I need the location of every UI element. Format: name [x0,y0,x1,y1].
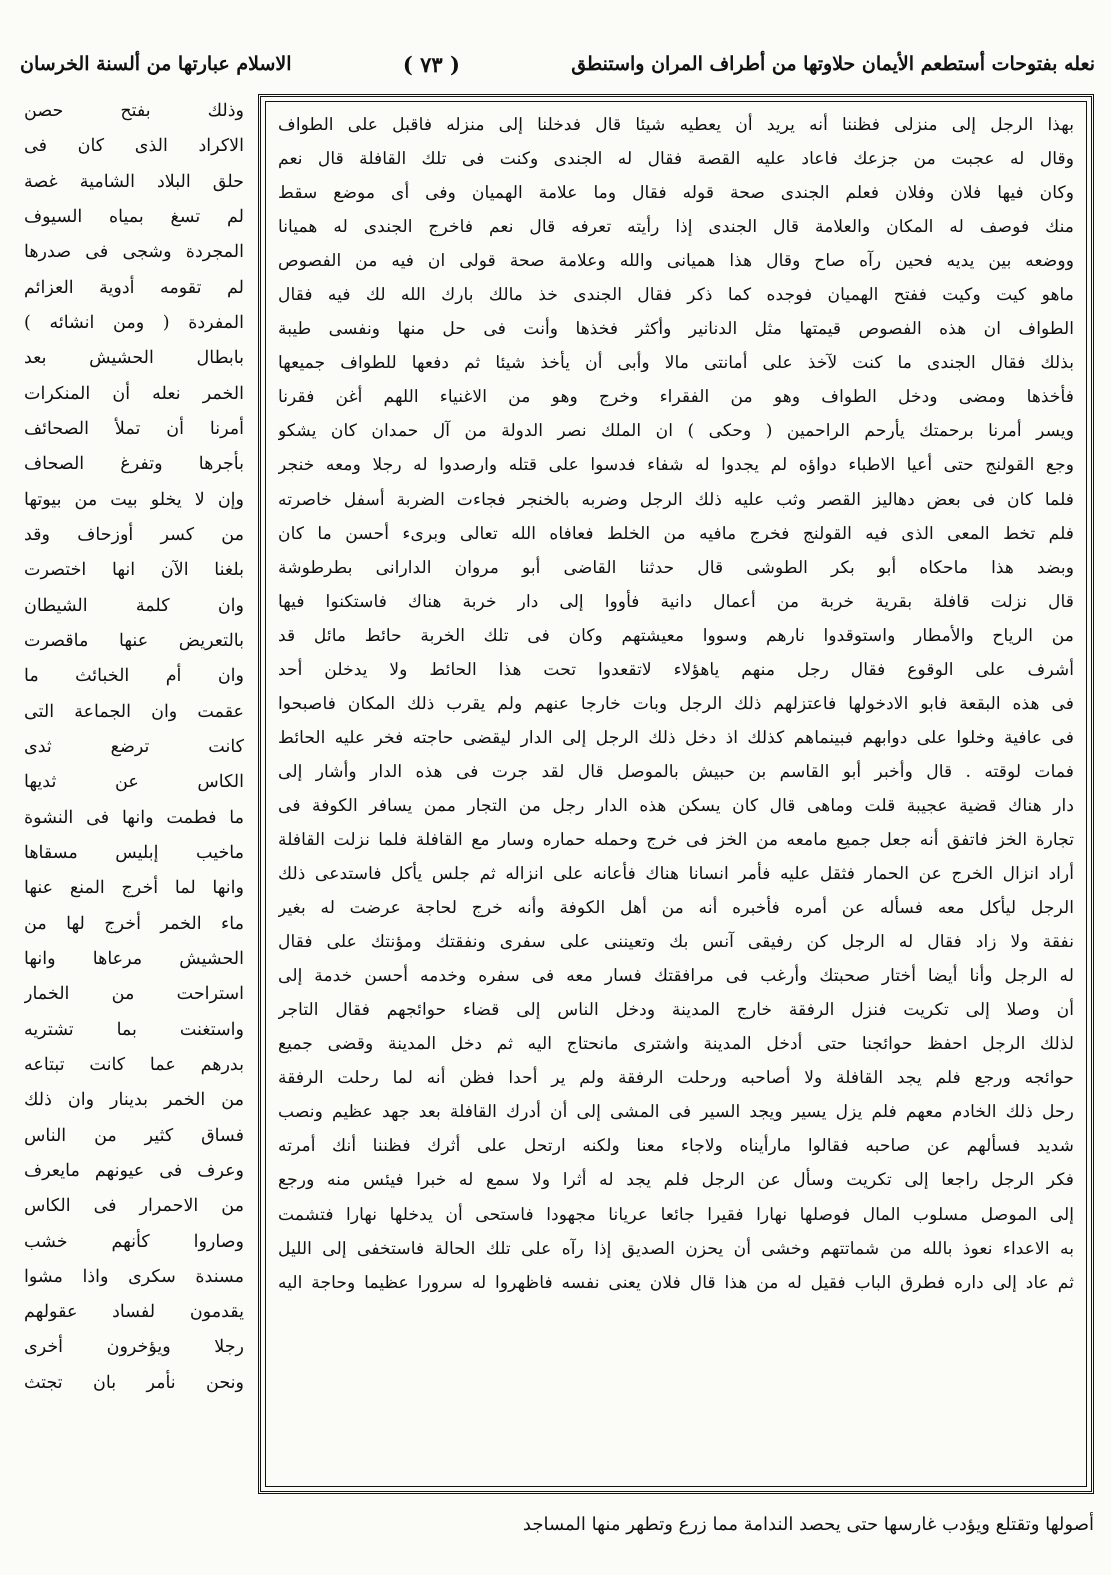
margin-text-line: وانها لما أخرج المنع عنها [24,878,244,899]
margin-text-line: واستغنت بما تشتريه [24,1019,244,1040]
margin-text-line: رجلا ويؤخرون أخرى [24,1337,244,1358]
margin-text-line: الحشيش مرعاها وانها [24,948,244,969]
margin-text-line: ماء الخمر أخرج لها من [24,913,244,934]
margin-text-line: كانت ترضع ثدى [24,736,244,757]
margin-text-line: بلغنا الآن انها اختصرت [24,560,244,581]
main-text-frame [258,94,1094,1494]
main-text-line: فأخذها ومضى ودخل الطواف وهو من الفقراء وخرج وهو من الاغنياء اللهم أغن فقرنا [278,387,1074,408]
margin-text-line: حلق البلاد الشامية غصة [24,171,244,192]
main-text-line: رحل ذلك الخادم معهم فلم يزل يسير ويجد السير فى المشى إلى أن أدرك القافلة بعد جهد عظيم ونصب [278,1102,1074,1123]
margin-text-line: وصاروا كأنهم خشب [24,1231,244,1252]
footer-line: أصولها وتقتلع ويؤدب غارسها حتى يحصد الندامة مما زرع وتطهر منها المساجد [522,1514,1094,1535]
margin-text-line: لم تقومه أدوية العزائم [24,277,244,298]
margin-text-line: فساق كثير من الناس [24,1125,244,1146]
margin-text-line: لم تسغ بمياه السيوف [24,206,244,227]
margin-text-line: المجردة وشجى فى صدرها [24,242,244,263]
main-text-line: منك فوصف له المكان والعلامة قال الجندى إذا رأيته تعرفه قال نعم فاخرج الجندى له هميانا [278,217,1074,238]
main-text-line: الرجل ليأكل معه فسأله عن أمره فأخبره أنه من أهل الكوفة وأنه خرج لحاجة عرضت له بغير [278,898,1074,919]
header-right-text: نعله بفتوحات أستطعم الأيمان حلاوتها من أطراف المران واستنطق [571,53,1095,75]
main-text-line: شديد فسألهم عن صاحبه فقالوا مارأيناه ولاجاء معنا ولكنه ارتحل على أثرك فظننا أنك أمرته [278,1136,1074,1157]
margin-text-line: يقدمون لفساد عقولهم [24,1302,244,1323]
margin-text-line: ونحن نأمر بان تجتث [24,1372,244,1393]
margin-commentary [18,94,250,1494]
margin-text-line: وذلك بفتح حصن [24,101,244,121]
main-text-body [265,101,1087,1487]
main-text-line: حوائجه ورجع فلم يجد القافلة ولا أصاحبه ورحلت الرفقة ولم ير أحدا فظن أنه لما رحلت الرفقة [278,1068,1074,1089]
margin-text-line: أمرنا أن تملأ الصحائف [24,418,244,439]
page-number: ( ٧٣ ) [402,51,460,77]
margin-text-line: استراحت من الخمار [24,984,244,1005]
margin-text-line: وإن لا يخلو بيت من بيوتها [24,489,244,510]
margin-text-line: بالتعريض عنها ماقصرت [24,630,244,651]
main-text-line: وبضد هذا ماحكاه أبو بكر الطوشى قال حدثنا القاضى أبو مروان الدارانى بطرطوشة [278,557,1074,578]
margin-text-line: ماخيب إبليس مسقاها [24,842,244,863]
main-text-line: وكان فيها فلان وفلان فعلم الجندى صحة قوله فقال وما علامة الهميان وفى أى موضع سقط [278,183,1074,204]
margin-text-line: وان كلمة الشيطان [24,595,244,616]
main-text-line: وقال له عجبت من جزعك فاعاد عليه القصة فقال له الجندى وكنت فى تلك القافلة قال نعم [278,149,1074,170]
main-text-line: أراد انزال الخرج عن الحمار فثقل عليه فأمر انسانا هناك فأعانه على انزاله ثم جلس يأكل فاستدعى ذلك [278,864,1074,885]
margin-text-line: الخمر نعله أن المنكرات [24,383,244,404]
main-text-line: بذلك فقال الجندى ما كنت لآخذ على أمانتى مالا وأبى أن يأخذ شيئا ثم دفعها للطواف جميعها [278,353,1074,374]
main-text-line: ثم عاد إلى داره فطرق الباب فقيل له من هذا قال فلان يعنى نفسه فاظهروا له سرورا عظيما وحاجة اليه [278,1272,1074,1293]
main-text-line: الطواف ان هذه الفصوص قيمتها مثل الدنانير وأكثر فخذها وأنت فى حل منها ونفسى طيبة [278,319,1074,340]
main-text-line: قال نزلت قافلة بقرية خربة من أعمال دانية فأووا إلى دار خربة هناك فاستكنوا فيها [278,591,1074,612]
main-text-line: ماهو كيت وكيت ففتح الهميان فوجده كما ذكر فقال الجندى خذ مالك بارك الله لك فيه فقال [278,285,1074,306]
main-text-line: نفقة ولا زاد فقال له الرجل كن رفيقى آنس بك وتعيننى على سفرى ونفقتك ومؤنتك على فقال [278,932,1074,953]
main-text-line: إلى الموصل مسلوب المال فوصلها نهارا فقيرا جائعا عريانا مجهودا فاستحى أن يدخلها نهارا فتشمت [278,1204,1074,1225]
margin-text-line: الكاس عن ثديها [24,772,244,793]
margin-text-line: المفردة ( ومن انشائه ) [24,312,244,333]
main-text-line: فلما كان فى بعض دهاليز القصر وثب عليه ذلك الرجل وضربه بالخنجر فجاءت الضربة أسفل خاصرته [278,489,1074,510]
margin-text-line: عقمت وان الجماعة التى [24,701,244,722]
main-text-line: له الرجل وأنا أيضا أختار صحبتك وأرغب فى مرافقتك فسار معه فى سفره وخدمه أحسن خدمة إلى [278,966,1074,987]
main-text-line: لذلك الرجل احفظ حوائجنا حتى أدخل المدينة واشترى مانحتاج اليه ثم دخل المدينة وقضى جميع [278,1034,1074,1055]
margin-text-line: بدرهم عما كانت تبتاعه [24,1054,244,1075]
header-left-text: الاسلام عبارتها من ألسنة الخرسان [20,53,292,75]
margin-text-line: ما فطمت وانها فى النشوة [24,807,244,828]
main-text-line: أشرف على الوقوع فقال رجل منهم ياهؤلاء لاتقعدوا تحت هذا الحائط ولا يدخلن أحد [278,659,1074,680]
main-text-line: فمات لوقته . قال وأخبر أبو القاسم بن حبيش بالموصل قال لقد جرت فى هذه الدار وأشار إلى [278,761,1074,782]
margin-text-line: بأجرها وتفرغ الصحاف [24,454,244,475]
page-header [20,40,1095,88]
main-text-line: دار هناك قضية عجيبة قلت وماهى قال كان يسكن هذه الدار رجل من التجار ممن يسافر الكوفة فى [278,795,1074,816]
main-text-line: فى هذه البقعة فابو الادخولها فاعتزلهم ذلك الرجل وبات خارجا عنهم ولم يقرب ذلك المكان فاصبحوا [278,693,1074,714]
main-text-line: من الرياح والأمطار واستوقدوا نارهم وسووا معيشتهم وكان فى تلك الخربة حائط مائل قد [278,625,1074,646]
main-text-line: تجارة الخز فاتفق أنه جعل جميع مامعه من الخز فى خرج وحمله حماره وسار مع القافلة فلما نزلت القافلة [278,829,1074,850]
main-text-line: فكر الرجل راجعا إلى تكريت وسأل عن الرجل فلم يجد له أثرا ولا سمع له خبرا فيئس منه ورجع [278,1170,1074,1191]
margin-text-line: بابطال الحشيش بعد [24,348,244,369]
margin-text-line: وعرف فى عيونهم مايعرف [24,1160,244,1181]
main-text-line: ويسر أمرنا برحمتك يأرحم الراحمين ( وحكى ) ان الملك نصر الدولة من آل حمدان كان يشكو [278,421,1074,442]
margin-text-line: الاكراد الذى كان فى [24,136,244,157]
margin-text-line: من الاحمرار فى الكاس [24,1196,244,1217]
main-text-line: ووضعه بين يديه فحين رآه صاح وقال هذا هميانى والله وعلامة صحة قولى ان فيه من الفصوص [278,251,1074,272]
margin-text-line: مسندة سكرى واذا مشوا [24,1266,244,1287]
main-text-line: به الاعداء نعوذ بالله من شماتتهم وخشى أن يحزن الصديق إذا رآه على تلك الحالة فاستخفى إلى الليل [278,1238,1074,1259]
main-text-line: وجع القولنج حتى أعيا الاطباء دواؤه لم يجدوا له شفاء فدسوا على قتله وارصدوا له رجلا ومعه خنجر [278,455,1074,476]
margin-text-line: من كسر أوزحاف وقد [24,524,244,545]
main-text-line: أن وصلا إلى تكريت فنزل الرفقة خارج المدينة ودخل الناس إلى قضاء حوائجهم فقال التاجر [278,1000,1074,1021]
main-text-line: فلم تخط المعى الذى فيه القولنج فخرج مافيه من الخلط فعافاه الله تعالى وبرىء أحسن ما كان [278,523,1074,544]
margin-text-line: من الخمر بدينار وان ذلك [24,1090,244,1111]
margin-text-line: وان أم الخبائث ما [24,666,244,687]
main-text-line: بهذا الرجل إلى منزلى فظننا أنه يريد أن يعطيه شيئا قال فدخلنا إلى منزله فاقبل على الطواف [278,115,1074,135]
main-text-line: فى عافية وخلوا على دوابهم فبينماهم كذلك اذ دخل ذلك الرجل إلى الدار ليقضى حاجته فخر عليه الحائط [278,727,1074,748]
